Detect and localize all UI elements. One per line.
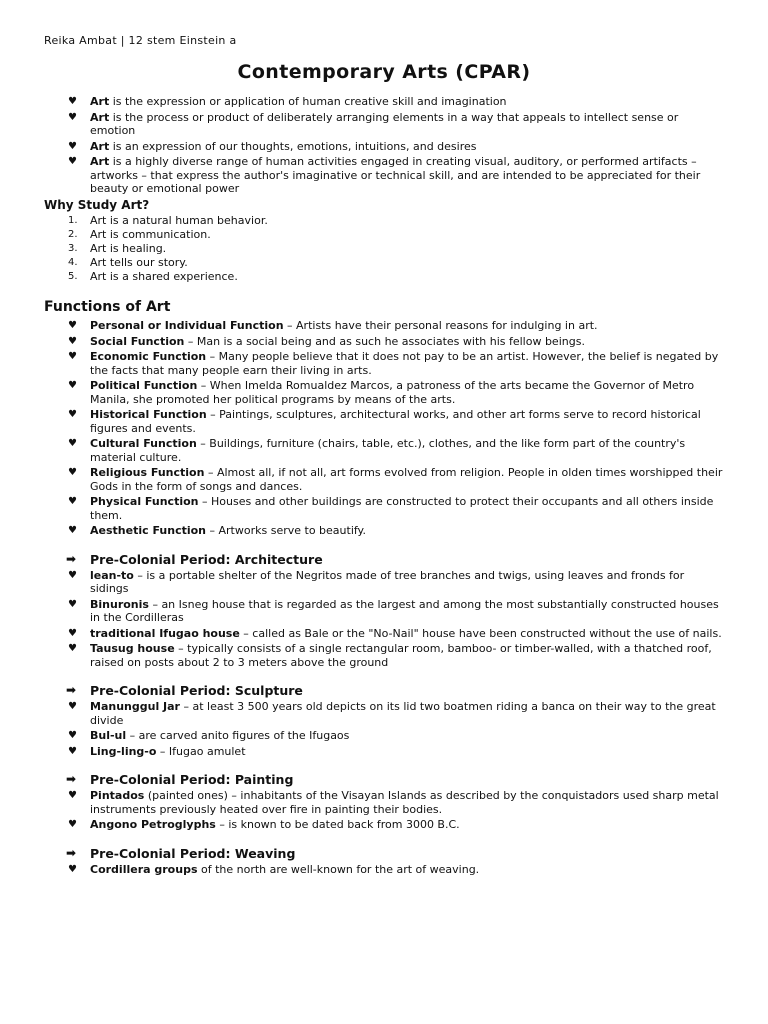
- list-item: 1. Art is a natural human behavior.: [68, 213, 268, 227]
- architecture-list: [44, 569, 724, 670]
- list-item: ♥ Pintados (painted ones) – inhabitants of the Visayan Islands as described by the conquistadors used sharp metal instruments previously heated over fire in painting their bodies.: [68, 789, 719, 816]
- list-item: ♥ Cultural Function – Buildings, furniture (chairs, table, etc.), clothes, and the like form part of the country's material culture.: [68, 437, 686, 464]
- sculpture-list: [44, 700, 724, 758]
- architecture-heading: ➡ Pre-Colonial Period: Architecture: [66, 551, 323, 567]
- heart-icon: ♥: [68, 525, 77, 536]
- heart-icon: ♥: [68, 156, 77, 167]
- list-item: ♥ Political Function – When Imelda Romualdez Marcos, a patroness of the arts became the Governor of Metro Manila, she promoted her political programs by means of the arts.: [68, 379, 695, 406]
- heart-icon: ♥: [68, 598, 77, 610]
- heart-icon: ♥: [68, 409, 77, 420]
- heart-icon: ♥: [68, 467, 77, 478]
- functions-list: [44, 319, 724, 538]
- heart-icon: ♥: [68, 643, 77, 654]
- list-item: ♥ Ling-ling-o – Ifugao amulet: [68, 744, 246, 758]
- heart-icon: ♥: [68, 140, 77, 152]
- heart-icon: ♥: [68, 496, 77, 507]
- list-item: 4. Art tells our story.: [68, 255, 188, 269]
- heart-icon: ♥: [68, 745, 77, 757]
- list-item: 3. Art is healing.: [68, 241, 167, 255]
- list-item: ♥ Aesthetic Function – Artworks serve to beautify.: [68, 524, 366, 537]
- list-item: ♥ Art is an expression of our thoughts, emotions, intuitions, and desires: [68, 139, 477, 153]
- list-item: ♥ Cordillera groups of the north are well-known for the art of weaving.: [68, 862, 480, 876]
- heart-icon: ♥: [68, 627, 77, 639]
- list-item: ♥ Social Function – Man is a social being and as such he associates with his fellow beings.: [68, 334, 585, 348]
- arrow-right-icon: ➡: [66, 551, 77, 566]
- heart-icon: ♥: [68, 335, 77, 347]
- weaving-list: [44, 863, 724, 877]
- heart-icon: ♥: [68, 380, 77, 391]
- list-item: 5. Art is a shared experience.: [68, 269, 238, 283]
- arrow-right-icon: ➡: [66, 772, 77, 786]
- painting-heading: ➡ Pre-Colonial Period: Painting: [66, 772, 294, 787]
- list-item: ♥ Art is the process or product of deliberately arranging elements in a way that appeals to intellect sense or emotion: [68, 110, 679, 137]
- functions-heading: Functions of Art: [44, 299, 171, 315]
- list-item: ♥ Manunggul Jar – at least 3 500 years old depicts on its lid two boatmen riding a banca on their way to the great divide: [68, 700, 716, 727]
- heart-icon: ♥: [68, 701, 77, 712]
- page-title: Contemporary Arts (CPAR): [237, 61, 531, 83]
- heart-icon: ♥: [68, 819, 77, 830]
- list-item: ♥ Angono Petroglyphs – is known to be dated back from 3000 B.C.: [68, 818, 460, 831]
- list-item: ♥ lean-to – is a portable shelter of the Negritos made of tree branches and twigs, using leaves and fronds for sidings: [68, 568, 685, 595]
- list-item: ♥ Personal or Individual Function – Artists have their personal reasons for indulging in art.: [68, 319, 598, 332]
- sculpture-heading: ➡ Pre-Colonial Period: Sculpture: [66, 683, 303, 698]
- why-study-list: [44, 214, 724, 284]
- list-item: ♥ Art is the expression or application of human creative skill and imagination: [68, 95, 507, 108]
- heart-icon: ♥: [68, 96, 77, 107]
- list-item: 2. Art is communication.: [68, 227, 211, 241]
- list-item: ♥ Economic Function – Many people believe that it does not pay to be an artist. However, the belief is negated by the facts that many people earn their living in arts.: [68, 350, 719, 377]
- heart-icon: ♥: [68, 863, 77, 875]
- arrow-right-icon: ➡: [66, 683, 77, 697]
- list-item: ♥ Bul-ul – are carved anito figures of the Ifugaos: [68, 729, 350, 742]
- heart-icon: ♥: [68, 320, 77, 331]
- list-item: ♥ Religious Function – Almost all, if not all, art forms evolved from religion. People in olden times worshipped their Gods in the form of songs and dances.: [68, 466, 723, 493]
- weaving-heading: ➡ Pre-Colonial Period: Weaving: [66, 845, 296, 861]
- list-item: ♥ Tausug house – typically consists of a single rectangular room, bamboo- or timber-walled, with a thatched roof, raised on posts about 2 to 3 meters above the ground: [68, 642, 712, 669]
- author-line: Reika Ambat | 12 stem Einstein a: [44, 34, 237, 47]
- why-study-heading: Why Study Art?: [44, 197, 150, 212]
- list-item: ♥ Physical Function – Houses and other buildings are constructed to protect their occupants and all others inside them.: [68, 495, 714, 522]
- list-item: ♥ Historical Function – Paintings, sculptures, architectural works, and other art forms serve to record historical figures and events.: [68, 408, 701, 435]
- heart-icon: ♥: [68, 569, 77, 581]
- list-item: ♥ traditional Ifugao house – called as Bale or the "No-Nail" house have been constructed without the use of nails.: [68, 626, 722, 640]
- list-item: ♥ Binuronis – an Isneg house that is regarded as the largest and among the most substantially constructed houses in the Cordilleras: [68, 597, 719, 624]
- heart-icon: ♥: [68, 730, 77, 741]
- art-definition-list: [44, 95, 724, 196]
- arrow-right-icon: ➡: [66, 845, 77, 860]
- heart-icon: ♥: [68, 351, 77, 362]
- heart-icon: ♥: [68, 111, 77, 123]
- painting-list: [44, 789, 724, 832]
- list-item: ♥ Art is a highly diverse range of human activities engaged in creating visual, auditory, or performed artifacts – artworks – that express the author's imaginative or technical skill, and are intended to be appreciated for their beauty or emotional power: [68, 155, 701, 195]
- heart-icon: ♥: [68, 790, 77, 801]
- heart-icon: ♥: [68, 438, 77, 449]
